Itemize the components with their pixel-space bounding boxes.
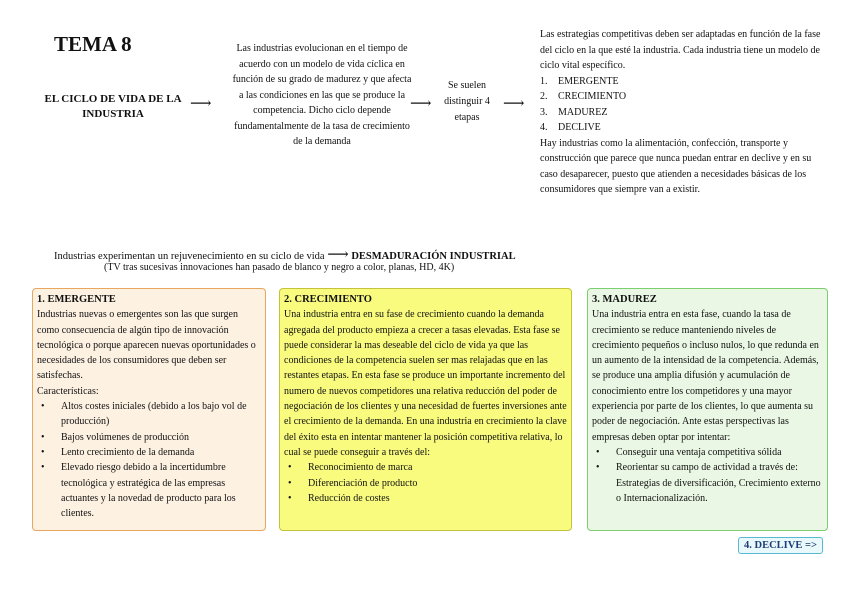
stage-item: 2. CRECIMIENTO	[540, 91, 627, 102]
topic-heading: EL CICLO DE VIDA DE LA INDUSTRIA	[44, 93, 182, 120]
stages-description: Se suelen distinguir 4 etapas	[444, 80, 490, 123]
evolution-description: Las industrias evolucionan en el tiempo de acuerdo con un modelo de vida cíclica en función de su grado de madurez y que afecta a las condiciones en las que se produce la competencia. Dicho ciclo depende fundamentalmente de la tasa de crecimiento de la demanda	[232, 43, 412, 147]
rejuvenation-example: (TV tras sucesivas innovaciones han pasado de blanco y negro a color, planas, HD, 4K)	[104, 262, 455, 273]
list-item: • Diferenciación de producto	[308, 476, 567, 491]
arrow-icon: ⟶	[503, 96, 525, 112]
stage-item: 1. EMERGENTE	[540, 75, 619, 87]
strategies-intro: Las estrategias competitivas deben ser adaptadas en función de la fase del ciclo en la que esté la industria. Cada industria tiene un modelo de ciclo vital específico.	[540, 29, 821, 71]
madurez-text: Una industria entra en esta fase, cuando la tasa de crecimiento se reduce manteniendo niveles de crecimiento pequeños o incluso nulos, lo que redunda en un aumento de la intensidad de la competencia. Además, se produce una amplia difusión y acumulación de conocimiento entre los competidores y una mayor experiencia por parte de los clientes, lo que aumenta su poder de negociación. Ante estas perspectivas las empresas deben optar por intentar:	[592, 309, 819, 443]
crecimiento-text: Una industria entra en su fase de crecimiento cuando la demanda agregada del producto empieza a crecer a tasas elevadas. Esta fase se puede considerar la mas deseable del ciclo de vida ya que las condiciones de la competencia suelen ser mas relajadas que en las restantes etapas. En esta fase se produce un importante incremento del numero de nuevos competidores una relativa reducción del poder de negociación de los clientes y una necesidad de fuertes inversiones ante el crecimiento de la demanda. En una industria en crecimiento la clave del éxito esta en intentar mantener la posición competitiva relativa, lo cual se puede conseguir a través del:	[284, 309, 567, 458]
crecimiento-title: 2. CRECIMIENTO	[284, 294, 372, 305]
list-item: • Bajos volúmenes de producción	[61, 430, 261, 445]
stages-list	[540, 74, 825, 136]
stage-item: 3. MADUREZ	[540, 106, 608, 118]
crecimiento-list	[284, 460, 567, 506]
rejuvenation-highlight: DESMADURACIÓN INDUSTRIAL	[351, 251, 516, 262]
arrow-icon: ⟶	[190, 96, 212, 112]
rejuvenation-line: Industrias experimentan un rejuvenecimiento en su ciclo de vida ⟶ DESMADURACIÓN INDUSTRIAL	[54, 247, 516, 263]
crecimiento-box	[279, 288, 572, 531]
list-item: • Lento crecimiento de la demanda	[61, 445, 261, 460]
emergente-subtitle: Características:	[37, 385, 99, 397]
list-item: • Elevado riesgo debido a la incertidumbre tecnológica y estratégica de las empresas actuantes y la novedad de producto para los clientes.	[61, 460, 261, 521]
emergente-list	[37, 399, 261, 521]
declive-next-button[interactable]: 4. DECLIVE =>	[738, 537, 823, 554]
emergente-title: 1. EMERGENTE	[37, 294, 116, 305]
list-item: • Reducción de costes	[308, 491, 567, 506]
strategies-panel	[540, 27, 825, 198]
stage-item: 4. DECLIVE	[540, 122, 601, 133]
page-title: TEMA 8	[54, 32, 132, 56]
list-item: • Conseguir una ventaja competitiva sólida	[616, 445, 823, 460]
madurez-box	[587, 288, 828, 531]
list-item: • Reconocimiento de marca	[308, 460, 567, 475]
strategies-note: Hay industrias como la alimentación, confección, transporte y construcción que parece que nunca puedan entrar en declive y en su caso desaparecer, puesto que atienden a necesidades básicas de los consumidores que siempre van a existir.	[540, 137, 812, 195]
madurez-list	[592, 445, 823, 506]
madurez-title: 3. MADUREZ	[592, 294, 657, 305]
arrow-icon: ⟶	[410, 96, 432, 112]
list-item: • Reorientar su campo de actividad a través de: Estrategias de diversificación, Crecimiento externo o Internacionalización.	[616, 460, 823, 506]
emergente-box	[32, 288, 266, 531]
arrow-icon: ⟶	[327, 247, 349, 263]
list-item: • Altos costes iniciales (debido a los bajo vol de producción)	[61, 399, 261, 430]
emergente-text: Industrias nuevas o emergentes son las que surgen como consecuencia de algún tipo de innovación tecnológica o porque aparecen nuevas oportunidades o necesidades de los consumidores que deben ser satisfechas.	[37, 309, 256, 382]
